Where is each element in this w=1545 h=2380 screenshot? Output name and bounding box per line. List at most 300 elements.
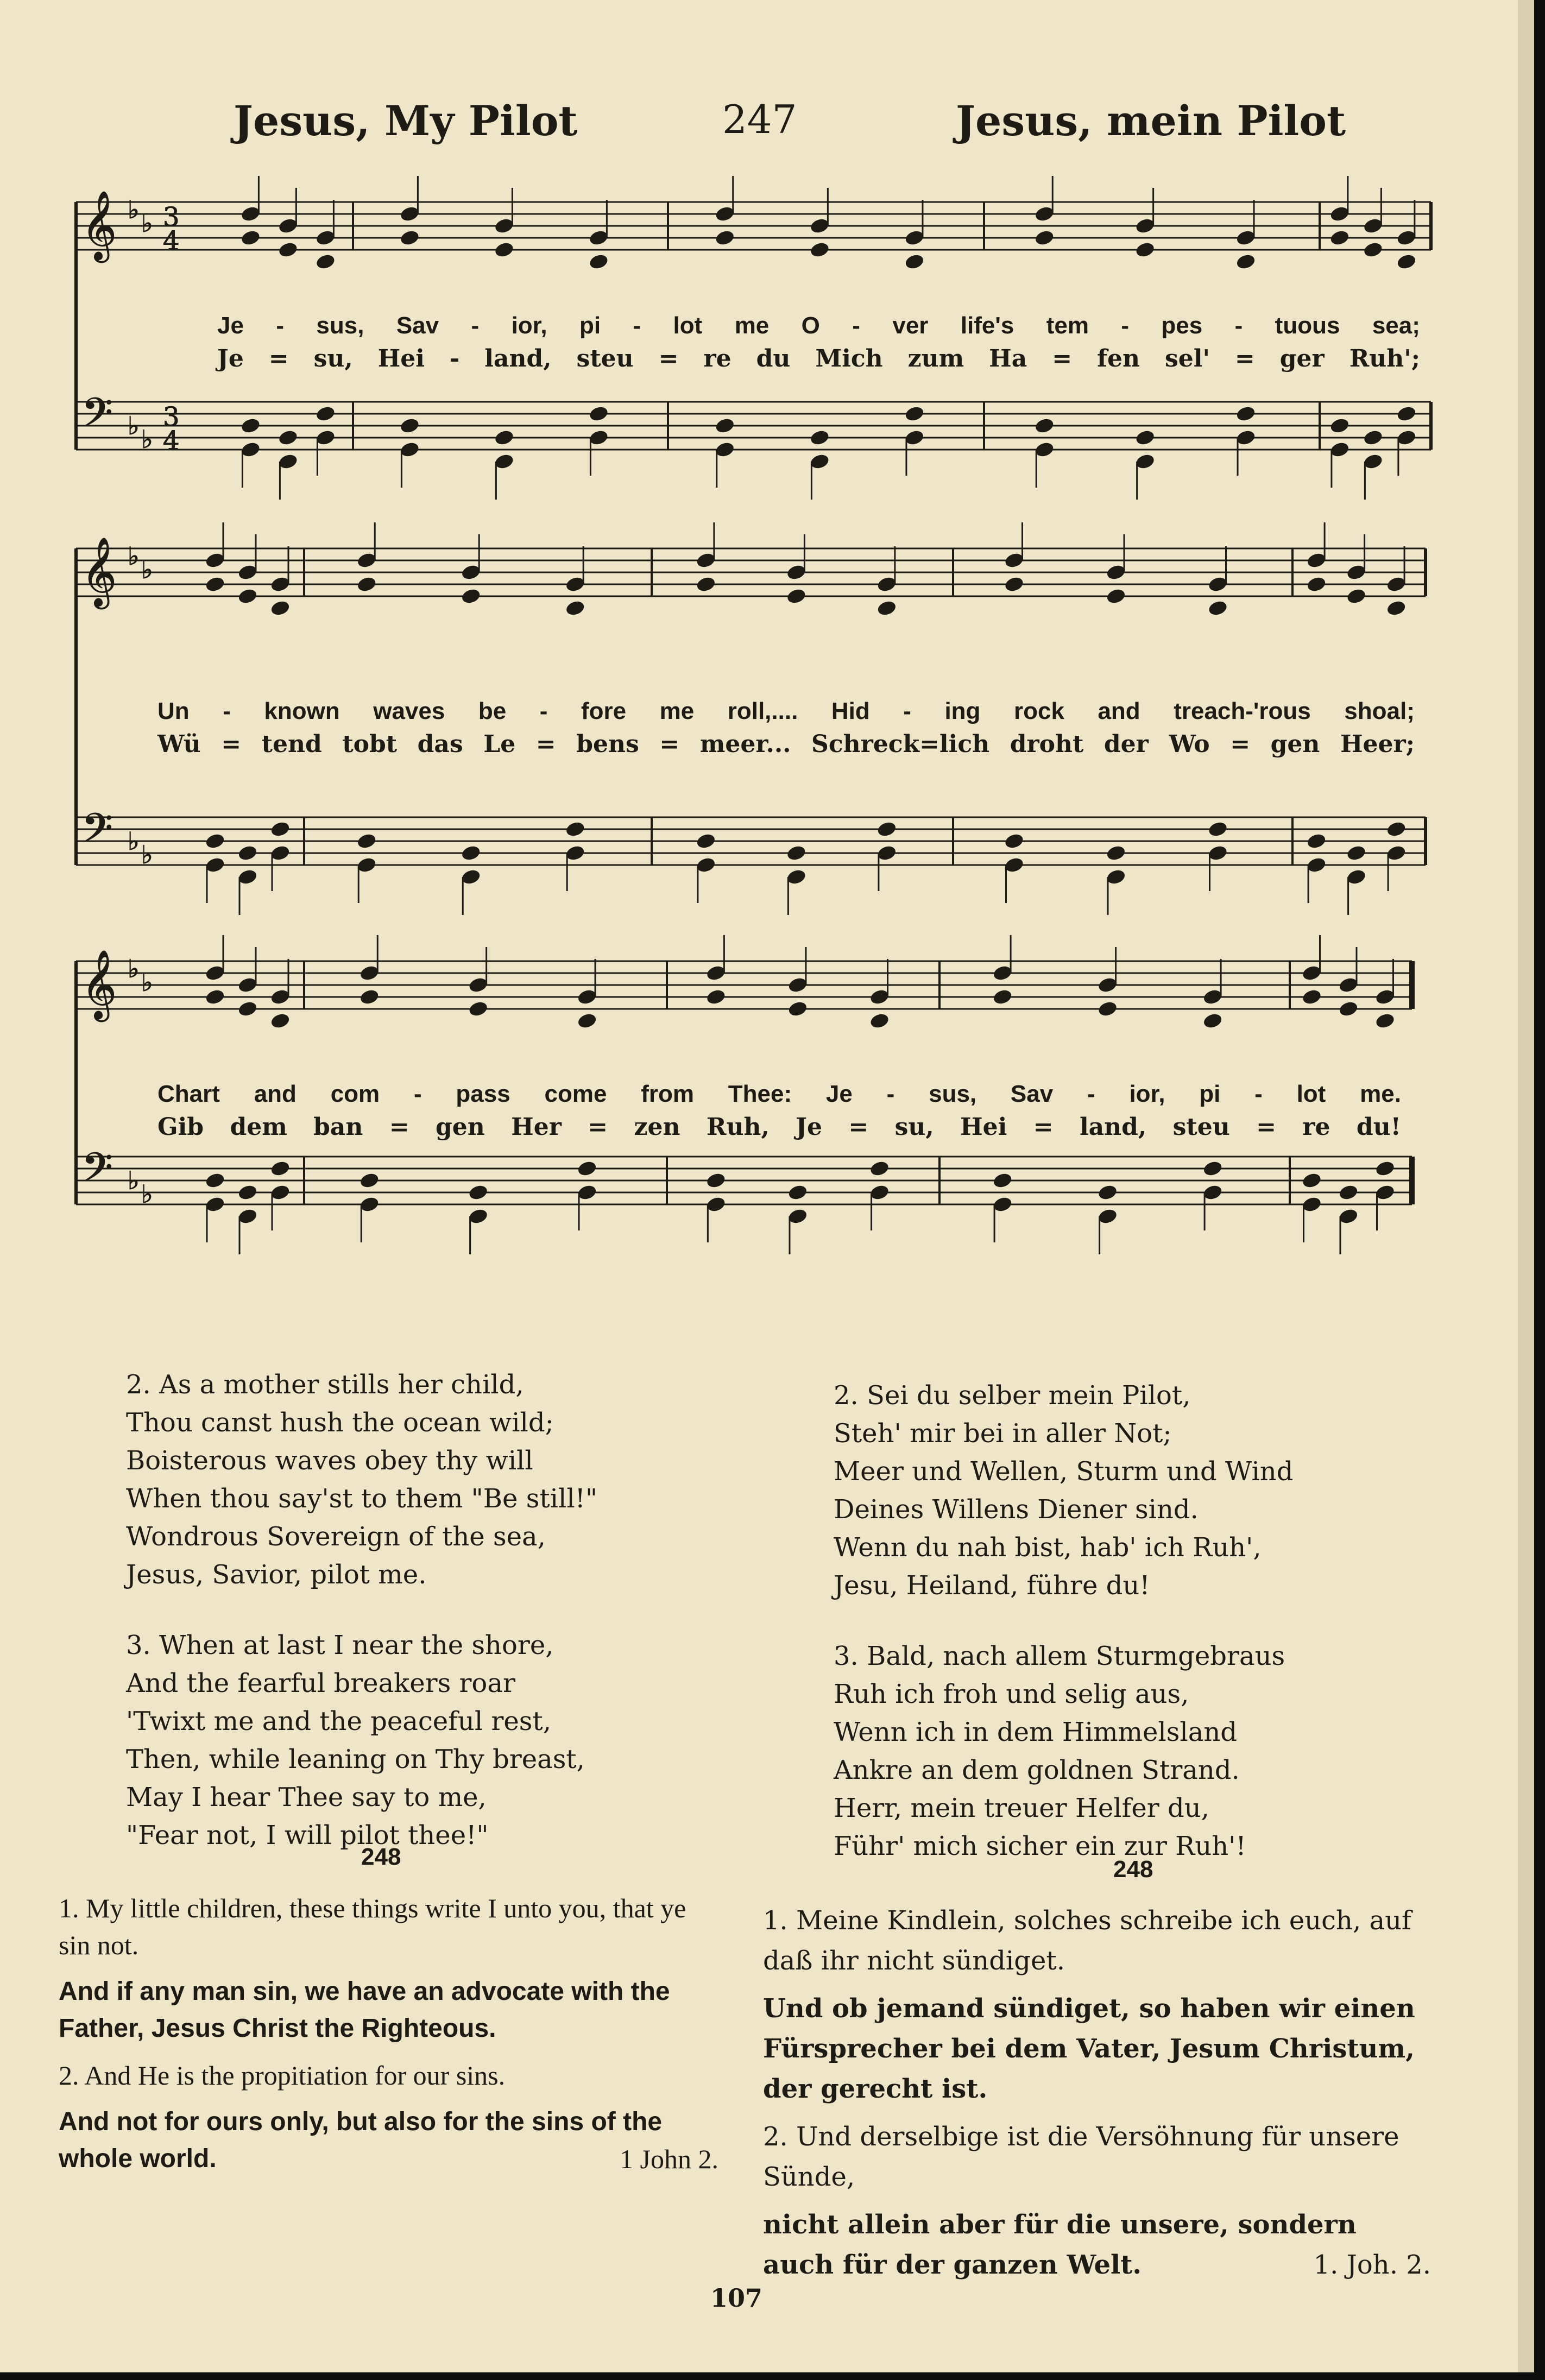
bass-note — [589, 429, 609, 446]
bass-note — [706, 1196, 727, 1213]
lyric-syllable: sus, — [316, 312, 364, 339]
bass-note — [1004, 832, 1025, 850]
bass-note — [1386, 820, 1407, 838]
lyric-syllable: ban — [313, 1113, 363, 1141]
lyric-syllable: su, — [313, 345, 353, 373]
treble-note — [237, 976, 258, 994]
verse-en-line: Thou canst hush the ocean wild; — [126, 1407, 554, 1438]
bass-note — [715, 441, 735, 458]
reading-de-p4 — [763, 2205, 1431, 2285]
lyric-syllable: du! — [1356, 1113, 1401, 1141]
bass-note — [1034, 417, 1055, 434]
lyric-syllable: Her — [511, 1113, 562, 1141]
reading-en-citation: 1 John 2. — [620, 2144, 718, 2174]
lyric-syllable: ger — [1279, 345, 1325, 373]
treble-note — [577, 988, 597, 1006]
lyric-syllable: Un — [157, 698, 190, 724]
verse-de-line: Jesu, Heiland, führe du! — [834, 1570, 1150, 1601]
time-signature: 3 — [163, 402, 180, 432]
bass-note — [316, 429, 336, 446]
lyric-syllable: - — [539, 698, 548, 724]
treble-note — [1004, 576, 1025, 593]
treble-note — [1375, 1012, 1396, 1030]
bass-note — [992, 1196, 1013, 1213]
verse-de-line: Wenn du nah bist, hab' ich Ruh', — [834, 1532, 1262, 1563]
bass-note — [1202, 1160, 1223, 1177]
treble-note — [494, 217, 515, 235]
verse-de-3 — [834, 1561, 1285, 1903]
treble-note — [1106, 588, 1126, 605]
bass-note — [1135, 429, 1156, 446]
lyric-syllable: com — [330, 1081, 380, 1107]
bass-note — [1208, 820, 1228, 838]
lyrics-line-german — [157, 730, 1415, 758]
bass-note — [400, 417, 420, 434]
lyric-syllable: come — [544, 1081, 607, 1107]
verse-de-line: Meer und Wellen, Sturm und Wind — [834, 1456, 1294, 1487]
reading-en-p4 — [59, 2104, 718, 2177]
treble-note — [205, 988, 225, 1006]
verse-de-line: Wenn ich in dem Himmelsland — [834, 1717, 1237, 1747]
bass-note — [1302, 1196, 1322, 1213]
lyric-syllable: pi — [1199, 1081, 1221, 1107]
bass-note — [205, 1196, 225, 1213]
flat-sign: ♭ — [141, 968, 153, 997]
treble-note — [787, 1000, 808, 1018]
lyric-syllable: land, — [1079, 1113, 1147, 1141]
lyric-syllable: - — [223, 698, 231, 724]
reading-de — [763, 1901, 1431, 2285]
reading-de-p3: 2. Und derselbige ist die Versöhnung für unsere Sünde, — [763, 2122, 1399, 2192]
lyric-syllable: ior, — [1129, 1081, 1165, 1107]
bass-note — [270, 820, 291, 838]
verse-de-line: Deines Willens Diener sind. — [834, 1494, 1199, 1525]
bass-note — [706, 1172, 727, 1189]
treble-note — [696, 552, 716, 569]
bass-note — [1346, 868, 1367, 886]
treble-note — [1386, 599, 1407, 617]
reading-de-p4-text: nicht allein aber für die unsere, sondern auch für der ganzen Welt. — [763, 2209, 1357, 2280]
bass-note — [696, 832, 716, 850]
treble-note — [1235, 229, 1256, 247]
reading-number-en: 248 — [361, 1844, 401, 1870]
treble-note — [278, 241, 299, 258]
lyric-syllable: sea; — [1372, 312, 1420, 339]
treble-note — [1135, 241, 1156, 258]
treble-note — [1135, 217, 1156, 235]
treble-note — [241, 229, 261, 247]
verse-de-3-lines — [834, 1637, 1285, 1865]
reading-en-p3: 2. And He is the propitiation for our sins. — [59, 2060, 506, 2091]
bass-note — [810, 453, 830, 470]
lyric-syllable: Ruh, — [706, 1113, 770, 1141]
lyric-syllable: du — [756, 345, 791, 373]
lyric-syllable: pi — [579, 312, 601, 339]
lyric-syllable: zen — [634, 1113, 680, 1141]
verse-en-line: Jesus, Savior, pilot me. — [126, 1560, 427, 1590]
treble-note — [468, 976, 489, 994]
time-signature: 3 — [163, 202, 180, 232]
bass-note — [577, 1184, 597, 1201]
bass-note — [278, 429, 299, 446]
treble-note — [1098, 976, 1118, 994]
bass-note — [1363, 429, 1384, 446]
treble-note — [1302, 964, 1322, 982]
treble-note — [1208, 576, 1228, 593]
lyric-syllable: zum — [907, 345, 964, 373]
verse-en-line: 2. As a mother stills her child, — [126, 1369, 524, 1400]
bass-note — [1004, 856, 1025, 874]
bass-note — [356, 832, 377, 850]
bass-note — [1363, 453, 1384, 470]
bass-note — [205, 1172, 225, 1189]
lyric-syllable: fore — [581, 698, 627, 724]
reading-en — [59, 1890, 718, 2177]
lyric-syllable: Sav — [1010, 1081, 1054, 1107]
verse-de-line: Herr, mein treuer Helfer du, — [834, 1793, 1209, 1823]
treble-note — [316, 229, 336, 247]
verse-en-line: May I hear Thee say to me, — [126, 1782, 487, 1813]
lyric-syllable: treach-'rous — [1174, 698, 1311, 724]
time-signature: 4 — [163, 226, 180, 256]
treble-note — [356, 576, 377, 593]
treble-note — [786, 588, 807, 605]
bass-note — [205, 832, 225, 850]
bass-note — [869, 1160, 890, 1177]
bass-note — [461, 844, 481, 862]
bass-note — [1375, 1184, 1396, 1201]
bass-note — [1375, 1160, 1396, 1177]
treble-note — [270, 576, 291, 593]
bass-note — [786, 868, 807, 886]
treble-note — [589, 253, 609, 270]
treble-note — [400, 229, 420, 247]
treble-note — [1329, 205, 1350, 223]
bass-note — [270, 1184, 291, 1201]
verse-de-line: Führ' mich sicher ein zur Ruh'! — [834, 1831, 1246, 1861]
bass-note — [1396, 405, 1417, 422]
bass-note — [237, 844, 258, 862]
treble-note — [1338, 1000, 1359, 1018]
verse-en-3 — [126, 1550, 585, 1892]
verse-en-line: When thou say'st to them "Be still!" — [126, 1483, 598, 1514]
treble-note — [461, 564, 481, 581]
treble-note — [715, 229, 735, 247]
bass-note — [1235, 405, 1256, 422]
lyric-syllable: dem — [230, 1113, 287, 1141]
lyric-syllable: - — [1254, 1081, 1263, 1107]
lyric-syllable: das — [417, 730, 463, 758]
treble-note — [810, 241, 830, 258]
lyric-syllable: = — [1052, 345, 1073, 373]
treble-note — [1306, 552, 1327, 569]
treble-note — [696, 576, 716, 593]
lyric-syllable: re — [703, 345, 731, 373]
lyric-syllable: tobt — [342, 730, 398, 758]
treble-note — [359, 964, 380, 982]
verse-de-line: 2. Sei du selber mein Pilot, — [834, 1380, 1191, 1411]
lyric-syllable: Je — [825, 1081, 853, 1107]
reading-en-p2: And if any man sin, we have an advocate with the Father, Jesus Christ the Righteous. — [59, 1977, 670, 2043]
lyric-syllable: and — [254, 1081, 297, 1107]
treble-note — [992, 964, 1013, 982]
lyric-syllable: rock — [1013, 698, 1064, 724]
lyric-syllable: Hid — [831, 698, 870, 724]
verse-en-line: And the fearful breakers roar — [126, 1668, 515, 1699]
lyric-syllable: = — [1234, 345, 1255, 373]
treble-note — [468, 1000, 489, 1018]
bass-note — [1208, 844, 1228, 862]
lyric-syllable: = — [268, 345, 289, 373]
reading-de-p2: Und ob jemand sündiget, so haben wir einen Fürsprecher bei dem Vater, Jesum Christum, der gerecht ist. — [763, 1993, 1415, 2104]
treble-clef: 𝄞 — [81, 190, 117, 260]
treble-note — [270, 1012, 291, 1030]
reading-number-de: 248 — [1113, 1856, 1153, 1883]
flat-sign: ♭ — [128, 411, 140, 440]
hymn-number: 247 — [722, 97, 797, 142]
treble-note — [1098, 1000, 1118, 1018]
reading-en-p4-text: And not for ours only, but also for the sins of the whole world. — [59, 2107, 663, 2173]
lyric-syllable: bens — [576, 730, 639, 758]
lyric-syllable: Je — [217, 312, 244, 339]
flat-sign: ♭ — [128, 1166, 140, 1195]
treble-note — [869, 1012, 890, 1030]
lyric-syllable: gen — [436, 1113, 485, 1141]
treble-note — [316, 253, 336, 270]
lyric-syllable: Je — [217, 345, 244, 373]
lyrics-line-english — [157, 1081, 1401, 1108]
treble-note — [876, 599, 897, 617]
treble-note — [1338, 976, 1359, 994]
verse-en-line: 3. When at last I near the shore, — [126, 1630, 554, 1661]
lyric-syllable: land, — [484, 345, 552, 373]
verse-de-line: 3. Bald, nach allem Sturmgebraus — [834, 1641, 1285, 1671]
treble-note — [270, 988, 291, 1006]
bass-note — [468, 1184, 489, 1201]
bass-note — [270, 844, 291, 862]
treble-note — [359, 988, 380, 1006]
treble-note — [876, 576, 897, 593]
bass-note — [904, 429, 925, 446]
lyric-syllable: = — [389, 1113, 409, 1141]
lyric-syllable: - — [1234, 312, 1243, 339]
bass-note — [400, 441, 420, 458]
bass-note — [1338, 1184, 1359, 1201]
lyric-syllable: Sav — [396, 312, 439, 339]
bass-note — [1338, 1208, 1359, 1225]
bass-note — [1106, 844, 1126, 862]
bass-note — [577, 1160, 597, 1177]
treble-note — [1004, 552, 1025, 569]
lyric-syllable: Hei — [960, 1113, 1007, 1141]
bass-note — [787, 1184, 808, 1201]
treble-note — [1034, 229, 1055, 247]
lyric-syllable: me — [659, 698, 695, 724]
verse-en-line: Then, while leaning on Thy breast, — [126, 1744, 585, 1775]
lyric-syllable: - — [633, 312, 641, 339]
bass-note — [1396, 429, 1417, 446]
bass-note — [270, 1160, 291, 1177]
lyric-syllable: meer... — [699, 730, 791, 758]
verse-en-line: Boisterous waves obey thy will — [126, 1445, 533, 1476]
lyric-syllable: and — [1098, 698, 1140, 724]
bass-note — [565, 844, 585, 862]
lyric-syllable: = — [1033, 1113, 1054, 1141]
lyric-syllable: Ruh'; — [1349, 345, 1420, 373]
treble-note — [461, 588, 481, 605]
treble-note — [205, 552, 225, 569]
bass-note — [876, 844, 897, 862]
lyric-syllable: shoal; — [1344, 698, 1415, 724]
bass-note — [237, 1208, 258, 1225]
treble-note — [706, 988, 727, 1006]
lyric-syllable: re — [1302, 1113, 1330, 1141]
lyric-syllable: fen — [1097, 345, 1140, 373]
treble-note — [494, 241, 515, 258]
bass-note — [1306, 856, 1327, 874]
title-english: Jesus, My Pilot — [234, 97, 578, 145]
lyric-syllable: Schreck=lich — [811, 730, 990, 758]
treble-note — [787, 976, 808, 994]
bass-clef: 𝄢 — [81, 805, 113, 862]
treble-note — [1375, 988, 1396, 1006]
flat-sign: ♭ — [141, 425, 153, 454]
bass-note — [461, 868, 481, 886]
page-number: 107 — [710, 2283, 763, 2313]
treble-note — [904, 253, 925, 270]
lyric-syllable: - — [413, 1081, 422, 1107]
lyric-syllable: Mich — [815, 345, 883, 373]
lyric-syllable: Chart — [157, 1081, 220, 1107]
lyric-syllable: ver — [892, 312, 929, 339]
lyric-syllable: lot — [1296, 1081, 1326, 1107]
bass-note — [1329, 417, 1350, 434]
treble-note — [577, 1012, 597, 1030]
treble-note — [1106, 564, 1126, 581]
treble-note — [270, 599, 291, 617]
treble-note — [205, 964, 225, 982]
treble-note — [1306, 576, 1327, 593]
bass-note — [241, 417, 261, 434]
verse-de-line: Steh' mir bei in aller Not; — [834, 1418, 1172, 1449]
treble-note — [1346, 588, 1367, 605]
bass-note — [1302, 1172, 1322, 1189]
treble-note — [869, 988, 890, 1006]
treble-note — [205, 576, 225, 593]
lyric-syllable: - — [852, 312, 860, 339]
bass-note — [876, 820, 897, 838]
treble-note — [237, 588, 258, 605]
bass-note — [356, 856, 377, 874]
bass-note — [494, 429, 515, 446]
lyric-syllable: ing — [944, 698, 981, 724]
treble-note — [241, 205, 261, 223]
treble-note — [1329, 229, 1350, 247]
lyric-syllable: sus, — [929, 1081, 977, 1107]
lyric-syllable: me. — [1360, 1081, 1401, 1107]
bass-note — [992, 1172, 1013, 1189]
flat-sign: ♭ — [141, 840, 153, 869]
treble-note — [810, 217, 830, 235]
lyric-syllable: from — [641, 1081, 694, 1107]
treble-note — [356, 552, 377, 569]
treble-note — [992, 988, 1013, 1006]
flat-sign: ♭ — [141, 555, 153, 584]
flat-sign: ♭ — [128, 541, 140, 571]
treble-note — [237, 564, 258, 581]
treble-note — [1235, 253, 1256, 270]
lyric-syllable: steu — [576, 345, 634, 373]
lyric-syllable: = — [1256, 1113, 1276, 1141]
title-german: Jesus, mein Pilot — [956, 97, 1346, 145]
flat-sign: ♭ — [128, 826, 140, 856]
lyric-syllable: life's — [960, 312, 1014, 339]
lyric-syllable: tem — [1046, 312, 1089, 339]
bass-note — [1106, 868, 1126, 886]
flat-sign: ♭ — [141, 1179, 153, 1209]
treble-note — [1034, 205, 1055, 223]
verse-en-3-lines — [126, 1626, 585, 1854]
lyric-syllable: lot — [673, 312, 703, 339]
lyric-syllable: sel' — [1164, 345, 1210, 373]
bass-note — [565, 820, 585, 838]
lyric-syllable: waves — [373, 698, 445, 724]
reading-en-p1: 1. My little children, these things write I unto you, that ye sin not. — [59, 1893, 686, 1960]
bass-note — [1202, 1184, 1223, 1201]
treble-clef: 𝄞 — [81, 536, 117, 606]
bass-note — [1329, 441, 1350, 458]
bass-note — [468, 1208, 489, 1225]
treble-note — [1346, 564, 1367, 581]
lyric-syllable: known — [264, 698, 340, 724]
bass-clef: 𝄢 — [81, 1144, 113, 1201]
bass-note — [1135, 453, 1156, 470]
bass-note — [1034, 441, 1055, 458]
lyric-syllable: = — [848, 1113, 869, 1141]
bass-note — [359, 1172, 380, 1189]
bass-note — [237, 1184, 258, 1201]
lyric-syllable: Wü — [157, 730, 201, 758]
lyric-syllable: Thee: — [728, 1081, 792, 1107]
treble-note — [706, 964, 727, 982]
treble-note — [786, 564, 807, 581]
bass-clef: 𝄢 — [81, 389, 113, 446]
bass-note — [237, 868, 258, 886]
lyrics-line-english — [217, 312, 1420, 339]
lyric-syllable: gen — [1270, 730, 1320, 758]
lyric-syllable: Je — [796, 1113, 822, 1141]
bass-note — [589, 405, 609, 422]
verse-en-line: "Fear not, I will pilot thee!" — [126, 1820, 489, 1851]
reading-de-p1: 1. Meine Kindlein, solches schreibe ich euch, auf daß ihr nicht sündiget. — [763, 1905, 1411, 1976]
lyric-syllable: = — [659, 730, 680, 758]
treble-note — [715, 205, 735, 223]
reading-de-citation: 1. Joh. 2. — [1313, 2250, 1431, 2280]
lyrics-line-english — [157, 698, 1415, 725]
lyric-syllable: me — [734, 312, 770, 339]
treble-note — [237, 1000, 258, 1018]
bass-note — [904, 405, 925, 422]
lyric-syllable: - — [450, 345, 460, 373]
lyric-syllable: der — [1103, 730, 1149, 758]
bass-note — [1098, 1208, 1118, 1225]
treble-note — [904, 229, 925, 247]
lyric-syllable: pes — [1161, 312, 1203, 339]
flat-sign: ♭ — [128, 195, 140, 224]
page-bottom-edge — [0, 2372, 1545, 2380]
lyric-syllable: = — [221, 730, 242, 758]
bass-note — [696, 856, 716, 874]
